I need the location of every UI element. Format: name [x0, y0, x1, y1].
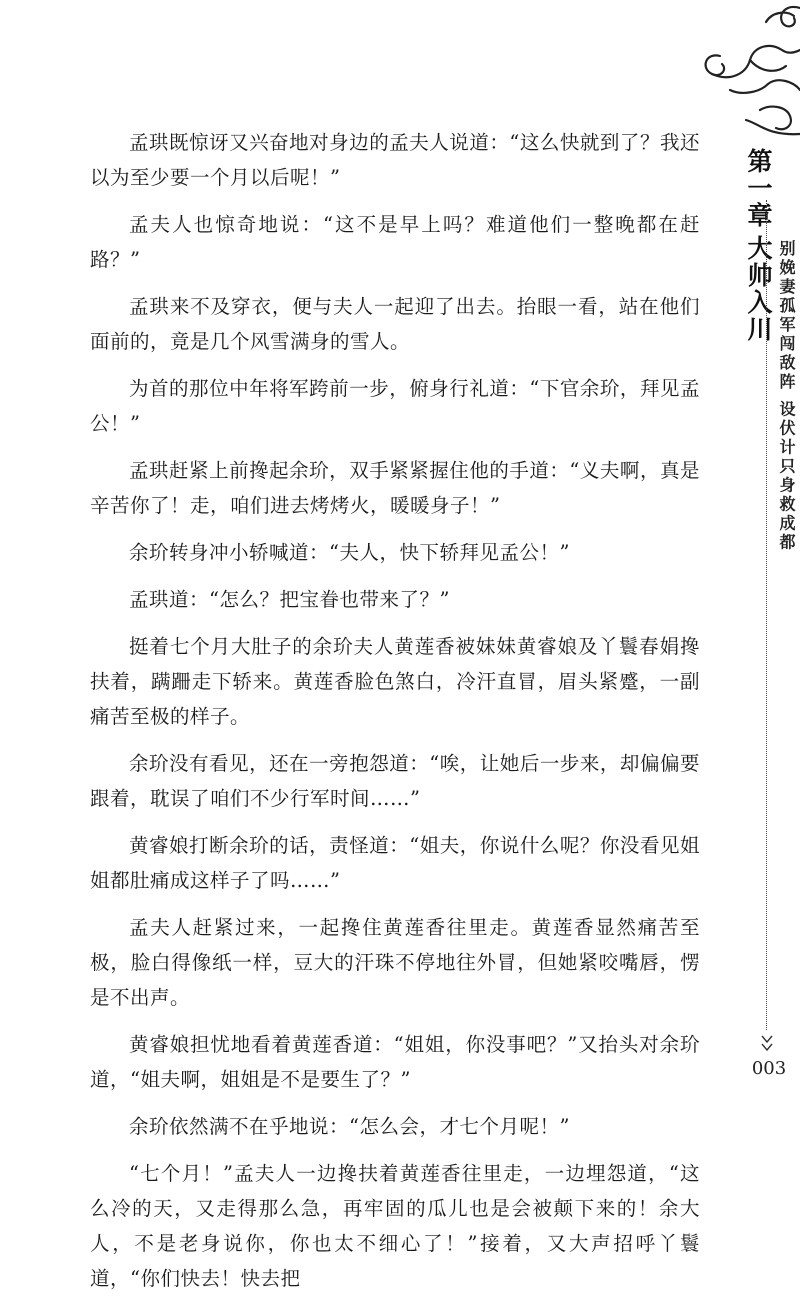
cloud-ornament-icon [690, 0, 800, 145]
side-dotted-rule [766, 200, 767, 1030]
paragraph: 孟珙赶紧上前搀起余玠，双手紧紧握住他的手道：“义夫啊，真是辛苦你了！走，咱们进去烤烤火，暖暖身子！” [90, 459, 700, 517]
paragraph: 余玠依然满不在乎地说：“怎么会，才七个月呢！” [129, 1115, 570, 1138]
paragraph: “七个月！”孟夫人一边搀扶着黄莲香往里走，一边埋怨道，“这么冷的天，又走得那么急，再牢固的瓜儿也是会被颠下来的！余大人，不是老身说你，你也太不细心了！”接着，又大声招呼丫鬟道，“你们快去！快去把 [90, 1162, 700, 1290]
chapter-title: 大帅入川 [744, 235, 773, 343]
paragraph: 孟夫人也惊奇地说：“这不是早上吗？难道他们一整晚都在赶路？” [90, 213, 700, 271]
chapter-label: 第一章 [744, 148, 773, 229]
paragraph: 孟珙既惊讶又兴奋地对身边的孟夫人说道：“这么快就到了？我还以为至少要一个月以后呢！” [90, 131, 700, 189]
page-number: 003 [751, 1058, 787, 1079]
paragraph: 黄睿娘打断余玠的话，责怪道：“姐夫，你说什么呢？你没看见姐姐都肚痛成这样子了吗……” [90, 834, 700, 892]
chapter-subtitle: 别娩妻孤军闯敌阵 设伏计只身救成都 [777, 240, 796, 553]
paragraph: 余玠没有看见，还在一旁抱怨道：“唉，让她后一步来，却偏偏要跟着，耽误了咱们不少行军时间……” [90, 752, 700, 810]
paragraph: 为首的那位中年将军跨前一步，俯身行礼道：“下官余玠，拜见孟公！” [90, 377, 700, 435]
paragraph: 黄睿娘担忧地看着黄莲香道：“姐姐，你没事吧？”又抬头对余玠道，“姐夫啊，姐姐是不是要生了？” [90, 1033, 700, 1091]
paragraph: 孟珙来不及穿衣，便与夫人一起迎了出去。抬眼一看，站在他们面前的，竟是几个风雪满身的雪人。 [90, 295, 700, 353]
paragraph: 挺着七个月大肚子的余玠夫人黄莲香被妹妹黄睿娘及丫鬟春娟搀扶着，蹒跚走下轿来。黄莲香脸色煞白，冷汗直冒，眉头紧蹙，一副痛苦至极的样子。 [90, 635, 700, 728]
paragraph: 孟珙道：“怎么？把宝眷也带来了？” [129, 588, 450, 611]
double-chevron-down-icon [757, 1030, 777, 1060]
paragraph: 孟夫人赶紧过来，一起搀住黄莲香往里走。黄莲香显然痛苦至极，脸白得像纸一样，豆大的汗珠不停地往外冒，但她紧咬嘴唇，愣是不出声。 [90, 916, 700, 1009]
body-text [90, 125, 700, 1308]
paragraph: 余玠转身冲小轿喊道：“夫人，快下轿拜见孟公！” [129, 541, 570, 564]
